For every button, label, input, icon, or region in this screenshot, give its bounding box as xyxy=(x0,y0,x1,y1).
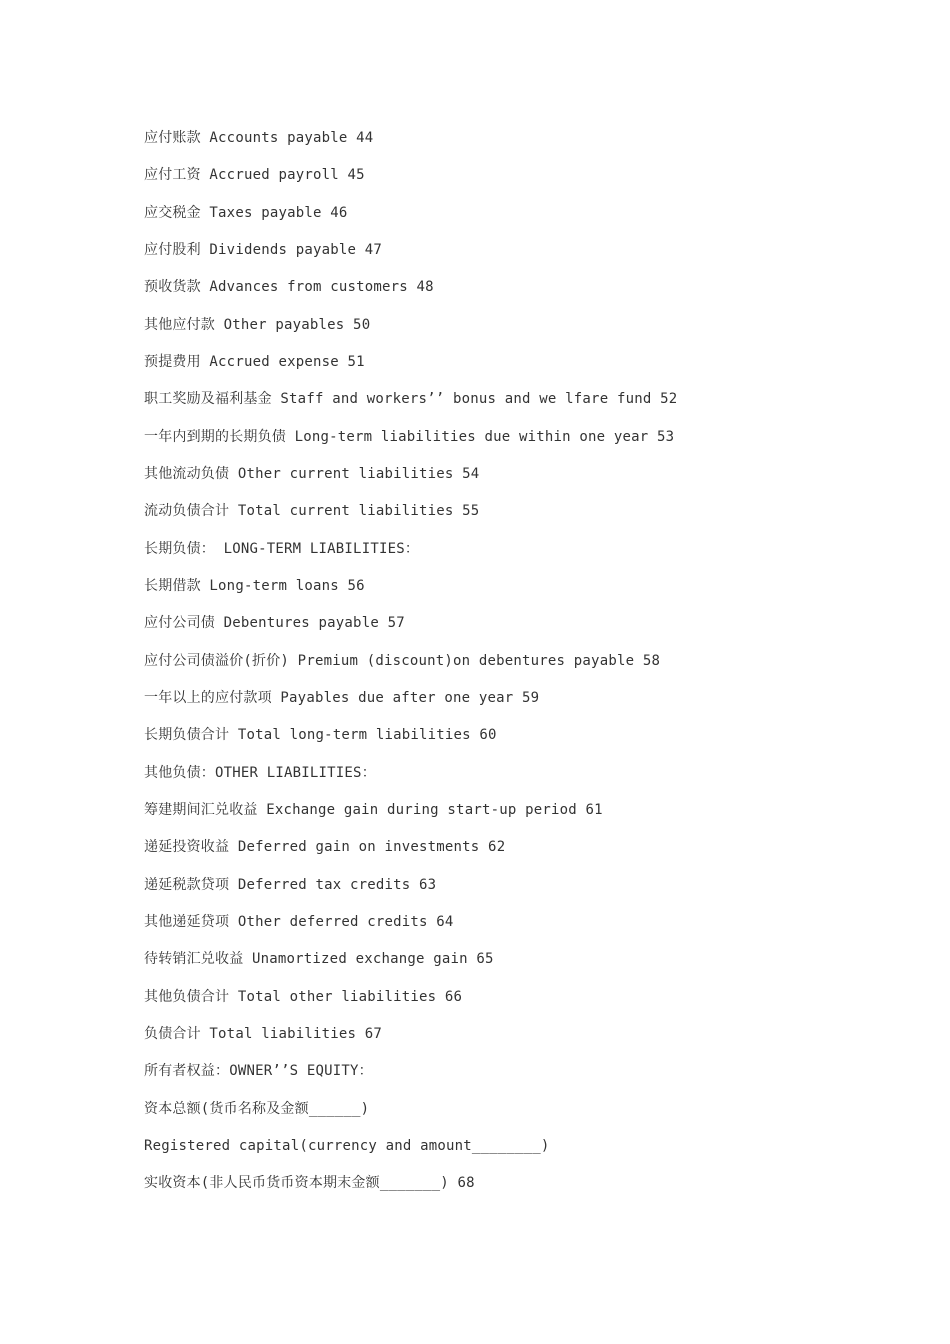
text-line: 预提费用 Accrued expense 51 xyxy=(144,353,365,370)
text-line: 递延投资收益 Deferred gain on investments 62 xyxy=(144,839,506,856)
text-line: 负债合计 Total liabilities 67 xyxy=(144,1025,383,1042)
text-line: 长期借款 Long-term loans 56 xyxy=(144,577,365,594)
text-line: 筹建期间汇兑收益 Exchange gain during start-up period 61 xyxy=(144,801,603,818)
line-list xyxy=(144,124,924,1207)
text-line: 递延税款贷项 Deferred tax credits 63 xyxy=(144,876,437,893)
text-line: 其他流动负债 Other current liabilities 54 xyxy=(144,465,480,482)
text-line: 一年以上的应付款项 Payables due after one year 59 xyxy=(144,689,540,706)
text-line: 应付工资 Accrued payroll 45 xyxy=(144,167,365,184)
text-line: 应交税金 Taxes payable 46 xyxy=(144,204,348,221)
text-line: 一年内到期的长期负债 Long-term liabilities due within one year 53 xyxy=(144,428,675,445)
text-line: 应付账款 Accounts payable 44 xyxy=(144,130,374,146)
text-line: 预收货款 Advances from customers 48 xyxy=(144,279,434,296)
section-heading: 所有者权益：OWNER’’S EQUITY： xyxy=(144,1063,373,1080)
text-line: 其他负债合计 Total other liabilities 66 xyxy=(144,988,463,1005)
text-line: 应付公司债 Debentures payable 57 xyxy=(144,615,405,632)
section-heading: 长期负债： LONG-TERM LIABILITIES： xyxy=(144,540,420,557)
section-heading: 其他负债：OTHER LIABILITIES： xyxy=(144,764,376,781)
text-line: 长期负债合计 Total long-term liabilities 60 xyxy=(144,727,497,744)
text-line: 其他递延贷项 Other deferred credits 64 xyxy=(144,913,454,930)
text-line: 应付公司债溢价(折价) Premium (discount)on debentures payable 58 xyxy=(144,652,661,669)
text-line: Registered capital(currency and amount________) xyxy=(144,1137,550,1154)
text-line: 流动负债合计 Total current liabilities 55 xyxy=(144,503,480,520)
text-line: 其他应付款 Other payables 50 xyxy=(144,316,371,333)
text-line: 资本总额(货币名称及金额______) xyxy=(144,1100,370,1117)
text-line: 职工奖励及福利基金 Staff and workers’’ bonus and we lfare fund 52 xyxy=(144,391,678,408)
text-line: 待转销汇兑收益 Unamortized exchange gain 65 xyxy=(144,951,494,968)
text-line: 应付股利 Dividends payable 47 xyxy=(144,241,383,258)
text-line: 实收资本(非人民币货币资本期末金额_______) 68 xyxy=(144,1175,475,1192)
